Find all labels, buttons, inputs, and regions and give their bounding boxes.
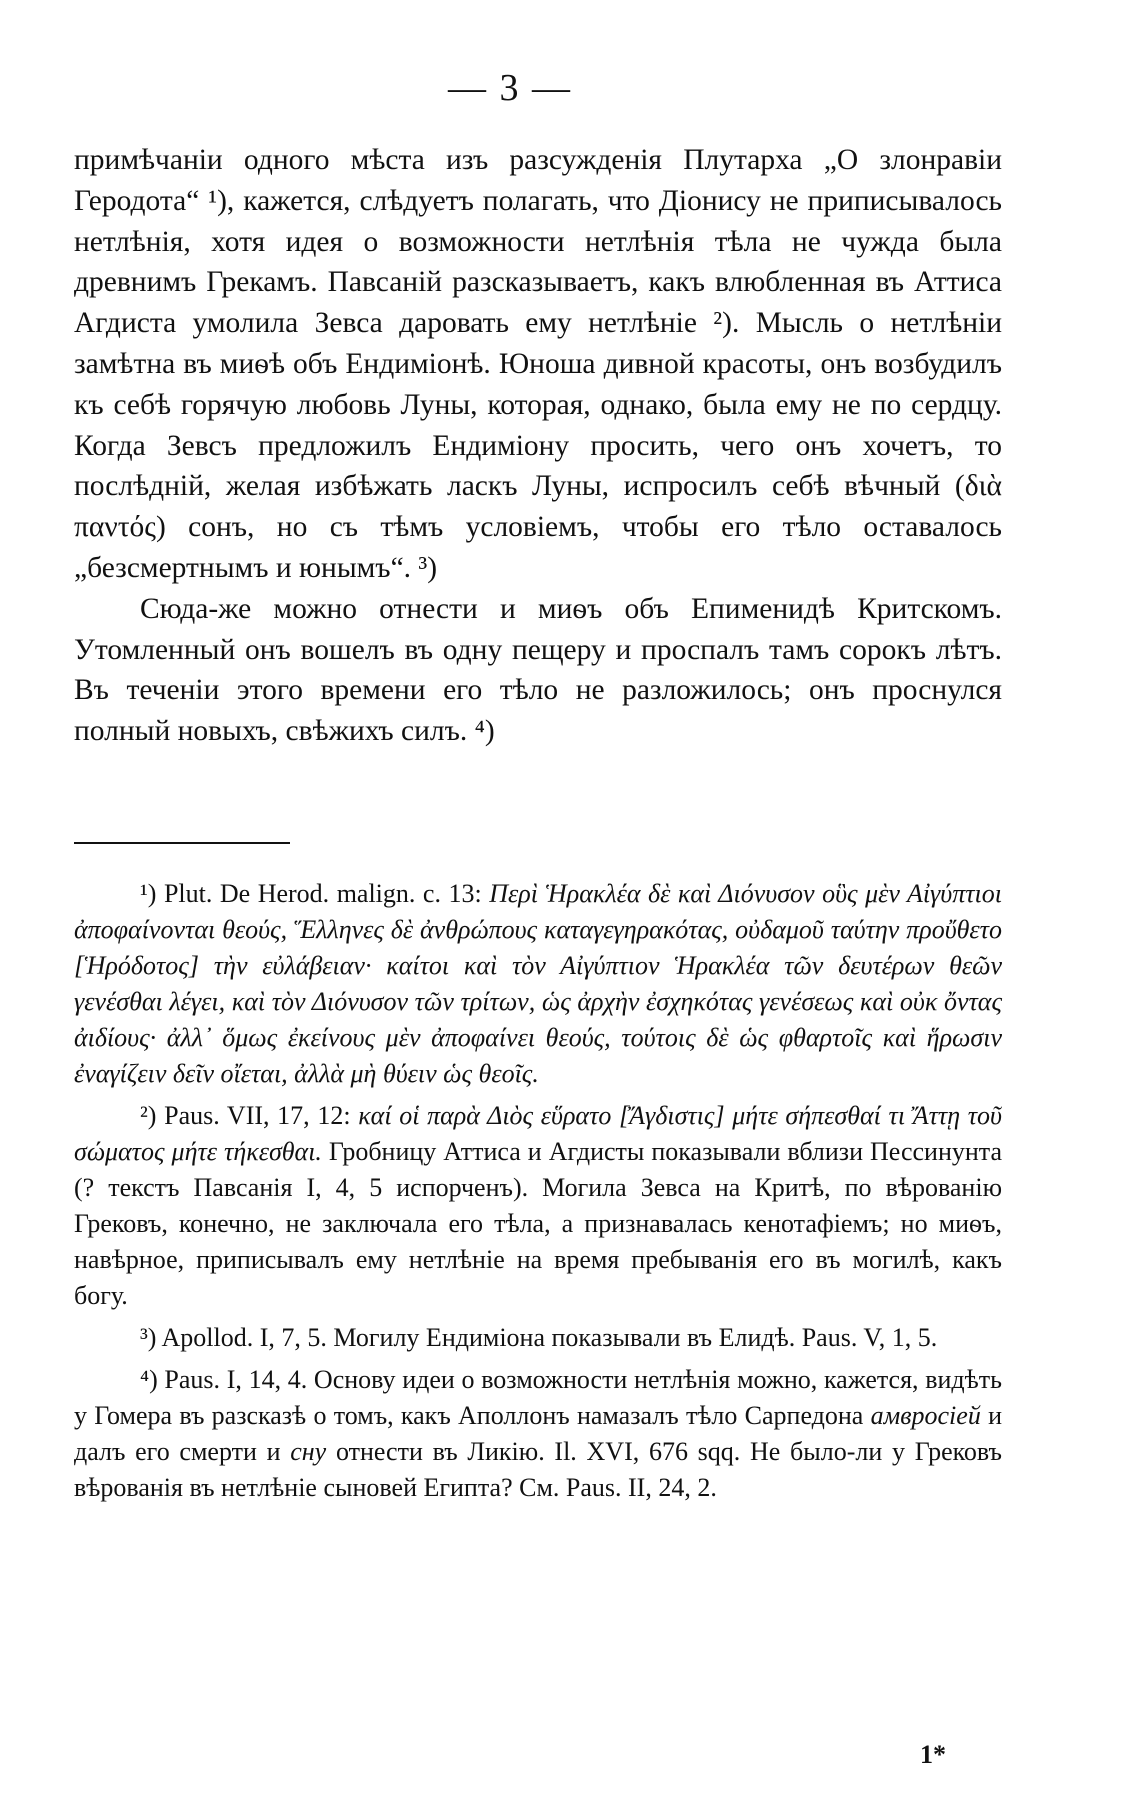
footnote-4-emphasis-b: сну — [290, 1437, 327, 1466]
footnotes — [74, 876, 1002, 1512]
footnote-4-text-a: Paus. I, 14, 4. Основу идеи о возможности нетлѣнія можно, кажется, видѣть у Гомера въ разсказѣ о томъ, какъ Аполлонъ намазалъ тѣло Сарпедона — [74, 1365, 1002, 1430]
footnote-2-mark: ²) — [140, 1101, 157, 1130]
footnote-4-emphasis-a: амвросіей — [870, 1401, 981, 1430]
footnote-4 — [74, 1362, 1002, 1506]
main-paragraph-2: Сюда-же можно отнести и миѳъ объ Епименидѣ Критскомъ. Утомленный онъ вошелъ въ одну пещеру и проспалъ тамъ сорокъ лѣтъ. Въ теченіи этого времени его тѣло не разложилось; онъ проснулся полный новыхъ, свѣжихъ силъ. ⁴) — [74, 592, 1002, 748]
footnote-3-text: Apollod. I, 7, 5. Могилу Ендиміона показывали въ Елидѣ. Paus. V, 1, 5. — [161, 1323, 938, 1352]
page-number: — 3 — — [448, 67, 572, 109]
footnote-1-mark: ¹) — [140, 879, 157, 908]
footnote-1 — [74, 876, 1002, 1092]
footnote-2-citation: Paus. VII, 17, 12: — [164, 1101, 351, 1130]
footnote-4-text-c: отнести въ Ликію. Il. XVI, 676 sqq. Не было-ли у Грековъ вѣрованія въ нетлѣніе сыновей Египта? См. Paus. II, 24, 2. — [74, 1437, 1003, 1502]
footnote-3-mark: ³) — [140, 1323, 157, 1352]
footnote-4-mark: ⁴) — [140, 1365, 158, 1394]
signature-mark: 1* — [920, 1740, 946, 1769]
footnote-4-text-b: и далъ его смерти и — [74, 1401, 1003, 1466]
footnote-divider — [74, 842, 290, 844]
footnote-2-text: Гробницу Аттиса и Агдисты показывали вблизи Пессинунта (? текстъ Павсанія I, 4, 5 испорченъ). Могила Зевса на Критѣ, по вѣрованію Грековъ, конечно, не заключала его тѣла, а признавалась кенотафіемъ; но миѳъ, навѣрное, приписывалъ ему нетлѣніе на время пребыванія его въ могилѣ, какъ богу. — [74, 1137, 1002, 1310]
footnote-1-citation: Plut. De Herod. malign. c. 13: — [163, 879, 482, 908]
main-paragraph-1: примѣчаніи одного мѣста изъ разсужденія Плутарха „О злонравіи Геродота“ ¹), кажется, слѣдуетъ полагать, что Діонису не приписывалось нетлѣнія, хотя идея о возможности нетлѣнія тѣла не чужда была древнимъ Грекамъ. Павсаній разсказываетъ, какъ влюбленная въ Аттиса Агдиста умолила Зевса даровать ему нетлѣніе ²). Мысль о нетлѣніи замѣтна въ миѳѣ объ Ендиміонѣ. Юноша дивной красоты, онъ возбудилъ къ себѣ горячую любовь Луны, которая, однако, была ему не по сердцу. Когда Зевсъ предложилъ Ендиміону просить, чего онъ хочетъ, то послѣдній, желая избѣжать ласкъ Луны, испросилъ себѣ вѣчный (διὰ παντός) сонъ, но съ тѣмъ условіемъ, чтобы его тѣло оставалось „безсмертнымъ и юнымъ“. ³) — [74, 144, 1002, 584]
footnote-2 — [74, 1098, 1002, 1314]
footnote-1-greek-quote: Περὶ Ἡρακλέα δὲ καὶ Διόνυσον οὓς μὲν Αἰγύπτιοι ἀποφαίνονται θεούς, Ἕλληνες δὲ ἀνθρώπους καταγεγηρακότας, οὐδαμοῦ ταύτην προὔθετο [Ἡρόδοτος] τὴν εὐλάβειαν· καίτοι καὶ τὸν Αἰγύπτιον Ἡρακλέα τῶν δευτέρων θεῶν γενέσθαι λέγει, καὶ τὸν Διόνυσον τῶν τρίτων, ὡς ἀρχὴν ἐσχηκότας γενέσεως καὶ οὐκ ὄντας ἀιδίους· ἀλλ᾽ ὅμως ἐκείνους μὲν ἀποφαίνει θεούς, τούτοις δὲ ὡς φθαρτοῖς καὶ ἥρωσιν ἐναγίζειν δεῖν οἴεται, ἀλλὰ μὴ θύειν ὡς θεοῖς. — [74, 879, 1003, 1088]
footnote-2-greek-quote: καί οἱ παρὰ Διὸς εὕρατο [Ἄγδιστις] μήτε σήπεσθαί τι Ἄττῃ τοῦ σώματος μήτε τήκεσθαι. — [74, 1101, 1002, 1166]
main-text — [74, 140, 1002, 752]
footnote-3 — [74, 1320, 1002, 1356]
